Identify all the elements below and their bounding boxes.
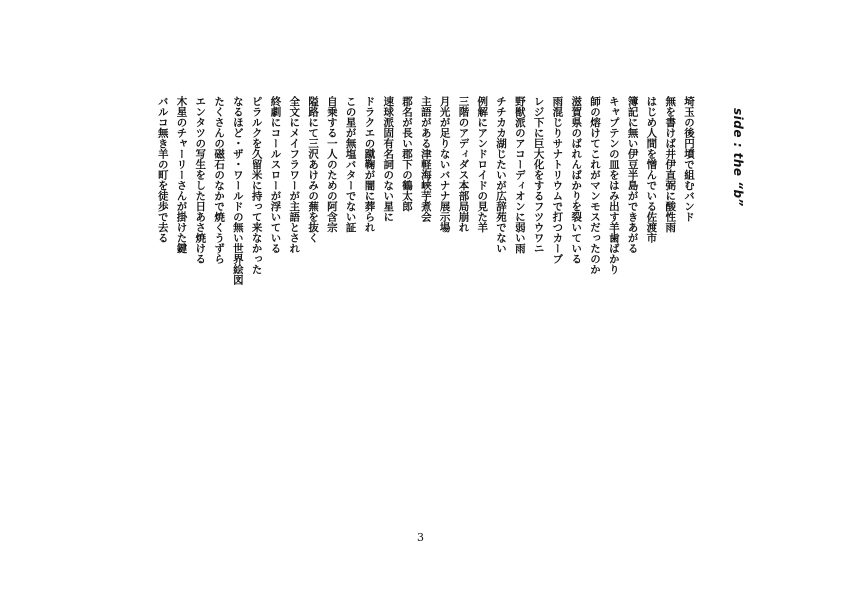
poem-line: レジ下に巨大化をするフツウワニ [532, 96, 545, 254]
poem-line: 雨混じりサナトリウムで打つカーブ [551, 96, 564, 264]
poem-line: バルコ無き羊の町を徒歩で去る [156, 96, 169, 243]
poem-line: 速球派固有名詞のない星に [382, 96, 395, 222]
poem-line: 自乗する一人のための阿含宗 [325, 96, 338, 233]
poem-line: ピラルクを久留米に持って来なかった [250, 96, 263, 275]
poem-line: キャプテンの皿をはみ出す羊歯ばかり [607, 96, 620, 275]
poem-line: たくさんの磁石のなかで焼くうずら [213, 96, 226, 264]
poem-line: 郡名が長い郡下の鶴太郎 [401, 96, 414, 212]
poem-line: 例解にアンドロイドの見た羊 [476, 96, 489, 233]
poem-line: 簿記に無い伊豆半島ができあがる [626, 96, 639, 254]
poem-line: 木星のチャーリーさんが掛けた鍵 [175, 96, 188, 254]
poem-line: 三階のアディダス本部局崩れ [457, 96, 470, 233]
poem-line: 月光が足りないバナナ展示場 [438, 96, 451, 233]
page-number: 3 [417, 531, 424, 544]
poem-line: この星が無塩バターでない証 [344, 96, 357, 233]
poem-block [157, 96, 745, 316]
poem-line: 野獣派のアコーディオンに弱い雨 [513, 96, 526, 254]
poem-line: 師の熔けてこれがマンモスだったのか [589, 96, 602, 275]
poem-line: 全文にメイフラワーが主語とされ [288, 96, 301, 254]
poem-line: 隘路にて三沢あけみの蕪を抜く [307, 96, 320, 243]
poem-line: 滋賀県のばれんばかりを裂いている [570, 96, 583, 264]
poem-line: チチカカ湖じたいが広辞苑でない [495, 96, 508, 254]
poem-line: 無を書けば井伊直弼に酸性雨 [664, 96, 677, 233]
poem-line: はじめ人間を憎んでいる佐渡市 [645, 96, 658, 243]
poem-lines [157, 96, 695, 285]
poem-line: ドラクエの蹴鞠が闇に葬られ [363, 96, 376, 233]
poem-line: 主語がある津軽海峡芋煮会 [419, 96, 432, 222]
section-heading: side : the “b” [731, 108, 745, 207]
poem-line: 終劇にコールスローが浮いている [269, 96, 282, 254]
poem-line: 埼玉の後円墳で組むバンド [683, 96, 695, 222]
poem-line: エンタツの写生をした日あさ焼ける [194, 96, 207, 264]
poem-line: なるほど・ザ・ワールドの無い世界絵図 [231, 96, 244, 285]
